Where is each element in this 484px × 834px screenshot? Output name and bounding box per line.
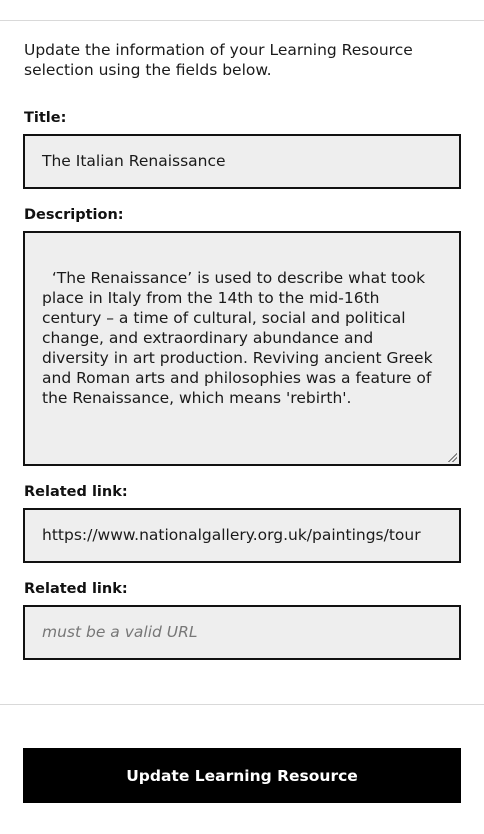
description-label: Description: bbox=[24, 207, 124, 223]
bottom-divider bbox=[0, 704, 484, 705]
resize-handle-icon[interactable] bbox=[447, 452, 457, 462]
update-learning-resource-button[interactable]: Update Learning Resource bbox=[23, 748, 461, 803]
related-link-2-input[interactable]: must be a valid URL bbox=[23, 605, 461, 660]
form-intro-text: Update the information of your Learning Resource selection using the fields below. bbox=[24, 41, 413, 79]
related-link-1-input[interactable]: https://www.nationalgallery.org.uk/paintings/tour bbox=[23, 508, 461, 563]
description-textarea[interactable] bbox=[23, 231, 461, 466]
related-link-1-label: Related link: bbox=[24, 484, 128, 500]
description-text: ‘The Renaissance’ is used to describe what took place in Italy from the 14th to the mid-16th century – a time of cultural, social and political change, and extraordinary abundance and diversity in art production. Reviving ancient Greek and Roman arts and philosophies was a feature of the Renaissance, which means 'rebirth'. bbox=[42, 269, 438, 407]
title-input[interactable]: The Italian Renaissance bbox=[23, 134, 461, 189]
related-link-2-label: Related link: bbox=[24, 581, 128, 597]
top-divider bbox=[0, 20, 484, 21]
title-label: Title: bbox=[24, 110, 67, 126]
